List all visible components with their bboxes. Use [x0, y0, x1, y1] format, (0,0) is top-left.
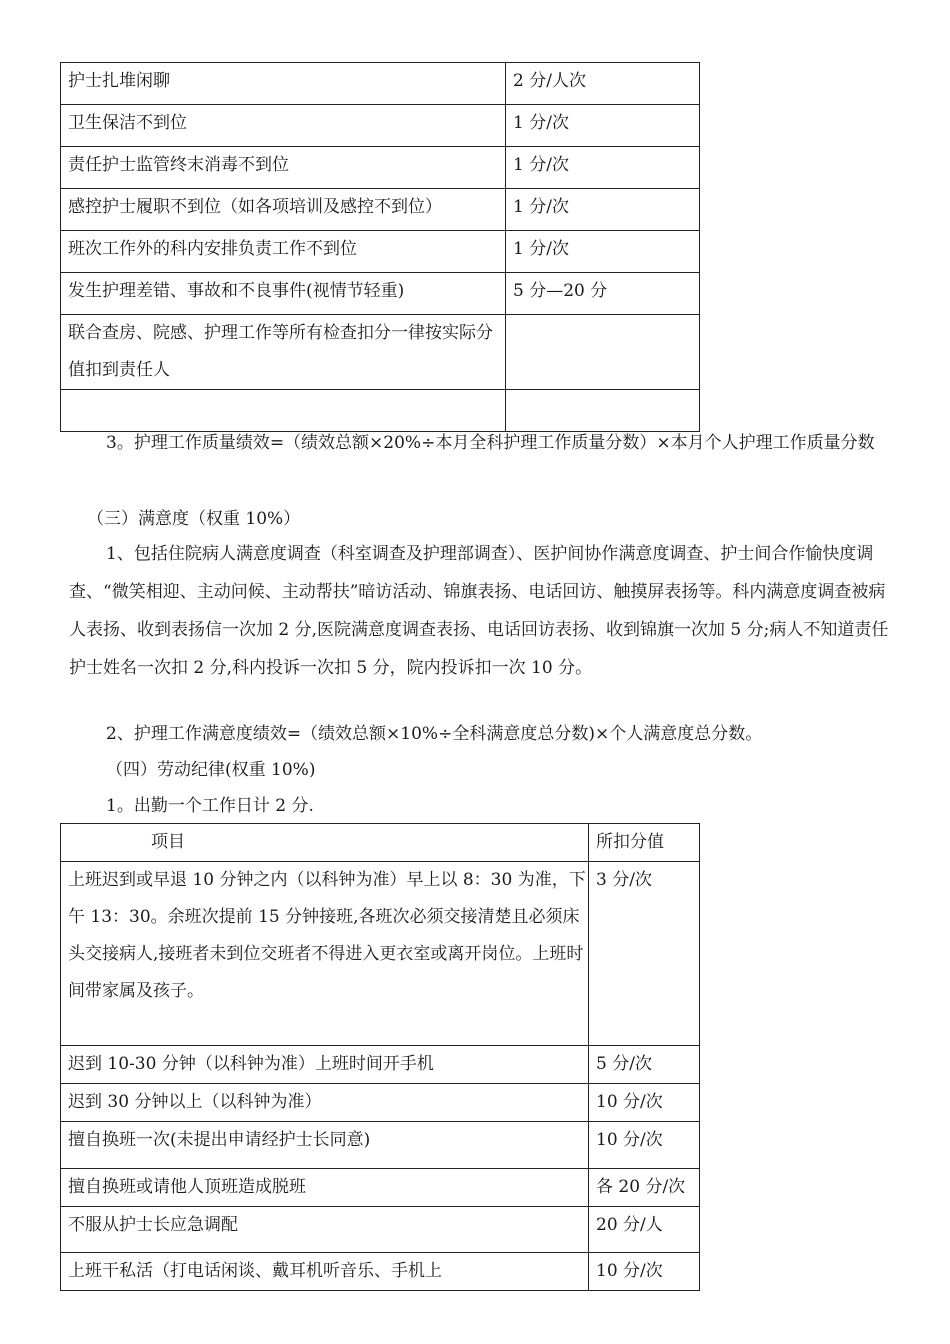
- table-row: [61, 862, 700, 1046]
- header-item: 项目: [61, 824, 589, 862]
- satisfaction-formula: 2、护理工作满意度绩效=（绩效总额×10%÷全科满意度总分数)×个人满意度总分数。: [106, 724, 763, 744]
- satisfaction-description: 1、包括住院病人满意度调查（科室调查及护理部调查）、医护间协作满意度调查、护士间合作愉快度调查、“微笑相迎、主动问候、主动帮扶”暗访活动、锦旗表扬、电话回访、触摸屏表扬等。科内满意度调查被病人表扬、收到表扬信一次加 2 分,医院满意度调查表扬、电话回访表扬、收到锦旗一次加 5 分;病人不知道责任护士姓名一次扣 2 分,科内投诉一次扣 5 分，院内投诉扣一次 10 分。: [69, 544, 889, 678]
- item-cell: 擅自换班一次(未提出申请经护士长同意): [61, 1122, 589, 1169]
- table-row: [61, 1046, 700, 1084]
- table-row: [61, 189, 700, 231]
- table-row: [61, 105, 700, 147]
- header-score: 所扣分值: [589, 824, 700, 862]
- deduction-table-1: [60, 62, 700, 432]
- score-cell: 5 分/次: [589, 1046, 700, 1084]
- score-cell: [506, 315, 700, 390]
- discipline-deduction-table: [60, 823, 700, 1291]
- score-cell: 1 分/次: [506, 147, 700, 189]
- item-cell: 上班干私活（打电话闲谈、戴耳机听音乐、手机上: [61, 1253, 589, 1291]
- table-row: [61, 273, 700, 315]
- item-cell: 迟到 30 分钟以上（以科钟为准）: [61, 1084, 589, 1122]
- item-cell: 班次工作外的科内安排负责工作不到位: [61, 231, 506, 273]
- score-cell: 1 分/次: [506, 189, 700, 231]
- item-cell: 迟到 10-30 分钟（以科钟为准）上班时间开手机: [61, 1046, 589, 1084]
- table-row: [61, 1169, 700, 1207]
- item-cell: 卫生保洁不到位: [61, 105, 506, 147]
- table-row: [61, 315, 700, 390]
- item-cell: 联合查房、院感、护理工作等所有检查扣分一律按实际分值扣到责任人: [61, 315, 506, 390]
- item-cell: 擅自换班或请他人顶班造成脱班: [61, 1169, 589, 1207]
- score-cell: 各 20 分/次: [589, 1169, 700, 1207]
- quality-performance-formula: 3。护理工作质量绩效=（绩效总额×20%÷本月全科护理工作质量分数）×本月个人护理工作质量分数: [106, 433, 875, 453]
- table-row: [61, 1122, 700, 1169]
- table-row: [61, 1207, 700, 1253]
- score-cell: 2 分/人次: [506, 63, 700, 105]
- table-row: [61, 63, 700, 105]
- item-cell: 责任护士监管终末消毒不到位: [61, 147, 506, 189]
- score-cell: 10 分/次: [589, 1084, 700, 1122]
- table-row: [61, 231, 700, 273]
- discipline-heading: （四）劳动纪律(权重 10%): [106, 760, 316, 780]
- score-cell: 10 分/次: [589, 1253, 700, 1291]
- table-row: [61, 147, 700, 189]
- score-cell: 1 分/次: [506, 231, 700, 273]
- score-cell: 10 分/次: [589, 1122, 700, 1169]
- attendance-rule: 1。出勤一个工作日计 2 分.: [106, 796, 314, 816]
- item-cell: 感控护士履职不到位（如各项培训及感控不到位）: [61, 189, 506, 231]
- item-cell: 上班迟到或早退 10 分钟之内（以科钟为准）早上以 8：30 为准，下午 13：30。余班次提前 15 分钟接班,各班次必须交接清楚且必须床头交接病人,接班者未到位交班者不得进入更衣室或离开岗位。上班时间带家属及孩子。: [61, 862, 589, 1046]
- item-cell: 护士扎堆闲聊: [61, 63, 506, 105]
- item-cell: 不服从护士长应急调配: [61, 1207, 589, 1253]
- item-cell: 发生护理差错、事故和不良事件(视情节轻重): [61, 273, 506, 315]
- score-cell: 20 分/人: [589, 1207, 700, 1253]
- table-header-row: [61, 824, 700, 862]
- table-row: [61, 1253, 700, 1291]
- score-cell: 1 分/次: [506, 105, 700, 147]
- satisfaction-heading: （三）满意度（权重 10%）: [87, 509, 301, 529]
- score-cell: 5 分—20 分: [506, 273, 700, 315]
- score-cell: 3 分/次: [589, 862, 700, 1046]
- table-row: [61, 1084, 700, 1122]
